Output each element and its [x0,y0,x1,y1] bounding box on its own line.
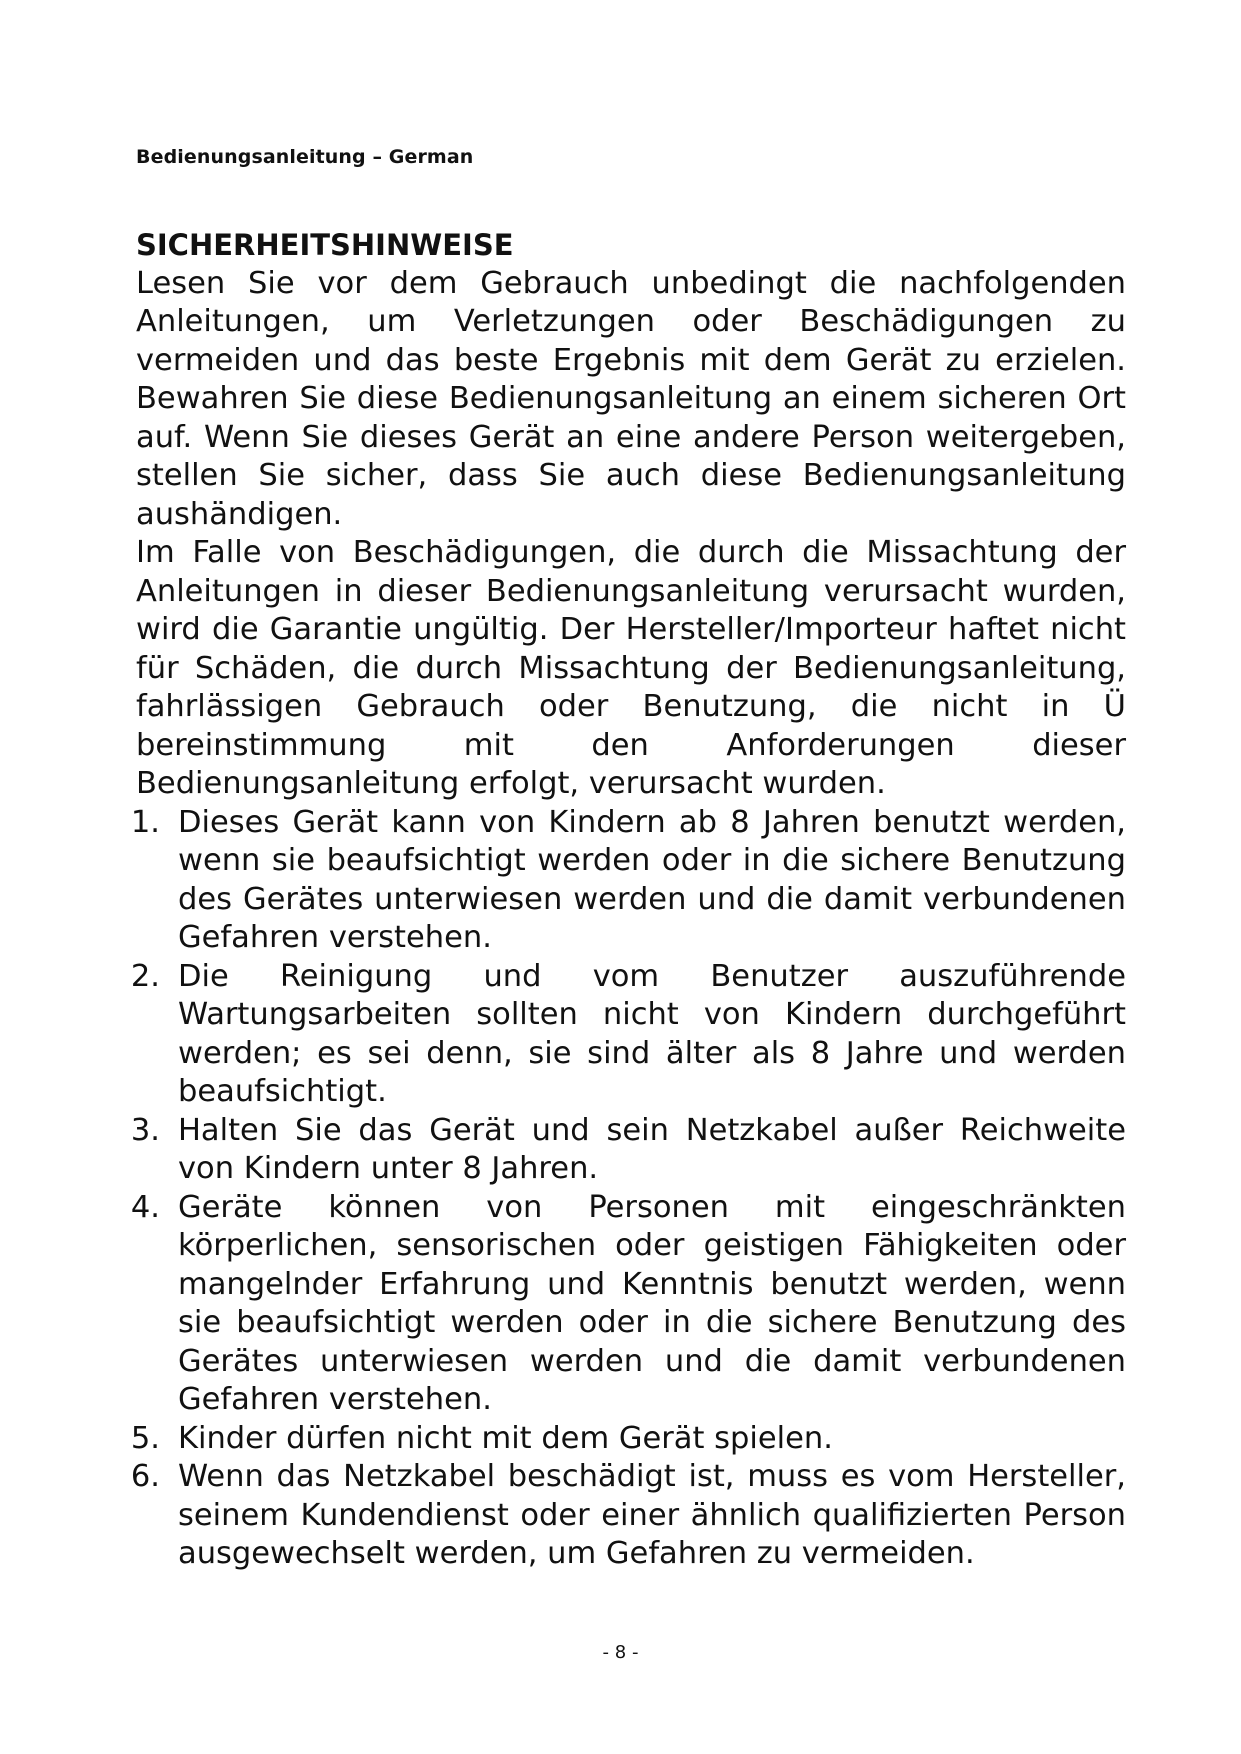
safety-section [130,226,1126,1574]
list-item-text: Die Reinigung und vom Benutzer auszuführende Wartungsarbeiten sollten nicht von Kindern durchgeführt werden; es sei denn, sie sind älter als 8 Jahre und werden beaufsichtigt. [178,958,1126,1109]
list-item [120,1458,1126,1574]
list-item [120,958,1126,1112]
list-item-number: 2. [130,958,160,994]
list-item-text: Kinder dürfen nicht mit dem Gerät spielen. [178,1420,833,1456]
list-item [120,1112,1126,1189]
section-title: SICHERHEITSHINWEISE [136,228,514,262]
list-item-number: 1. [130,804,160,840]
list-item-text: Dieses Gerät kann von Kindern ab 8 Jahren benutzt werden, wenn sie beaufsichtigt werden oder in die sichere Benutzung des Gerätes unterwiesen werden und die damit verbundenen Gefahren verstehen. [178,804,1126,955]
list-item-number: 6. [130,1459,160,1494]
list-item-number: 5. [130,1420,160,1456]
safety-list [120,804,1126,1574]
list-item [120,804,1126,958]
intro-paragraph: Lesen Sie vor dem Gebrauch unbedingt die nachfolgenden Anleitungen, um Verletzungen oder Beschädigungen zu vermeiden und das beste Ergebnis mit dem Gerät zu erzielen. Bewahren Sie diese Bedienungsanleitung an einem sicheren Ort auf. Wenn Sie dieses Gerät an eine andere Person weitergeben, stellen Sie sicher, dass Sie auch diese Bedienungsanleitung aushändigen. [136,265,1126,532]
page-number: - 8 - [602,1642,639,1663]
list-item-text: Wenn das Netzkabel beschädigt ist, muss es vom Hersteller, seinem Kundendienst oder einer ähnlich qualifizierten Person ausgewechselt werden, um Gefahren zu vermeiden. [178,1459,1126,1571]
list-item-text: Geräte können von Personen mit eingeschränkten körperlichen, sensorischen oder geistigen Fähigkeiten oder mangelnder Erfahrung und Kenntnis benutzt werden, wenn sie beaufsichtigt werden oder in die sichere Benutzung des Gerätes unterwiesen werden und die damit verbundenen Gefahren verstehen. [178,1189,1126,1417]
list-item [120,1420,1126,1459]
list-item [120,1189,1126,1420]
list-item-number: 3. [130,1112,160,1148]
list-item-number: 4. [130,1189,160,1225]
warranty-paragraph: Im Falle von Beschädigungen, die durch die Missachtung der Anleitungen in dieser Bedienungsanleitung verursacht wurden, wird die Garantie ungültig. Der Hersteller/Importeur haftet nicht für Schäden, die durch Missachtung der Bedienungsanleitung, fahrlässigen Gebrauch oder Benutzung, die nicht in Ü bereinstimmung mit den Anforderungen dieser Bedienungsanleitung erfolgt, verursacht wurden. [136,535,1126,801]
document-header: Bedienungsanleitung – German [136,146,474,168]
list-item-text: Halten Sie das Gerät und sein Netzkabel außer Reichweite von Kindern unter 8 Jahren. [178,1112,1126,1186]
